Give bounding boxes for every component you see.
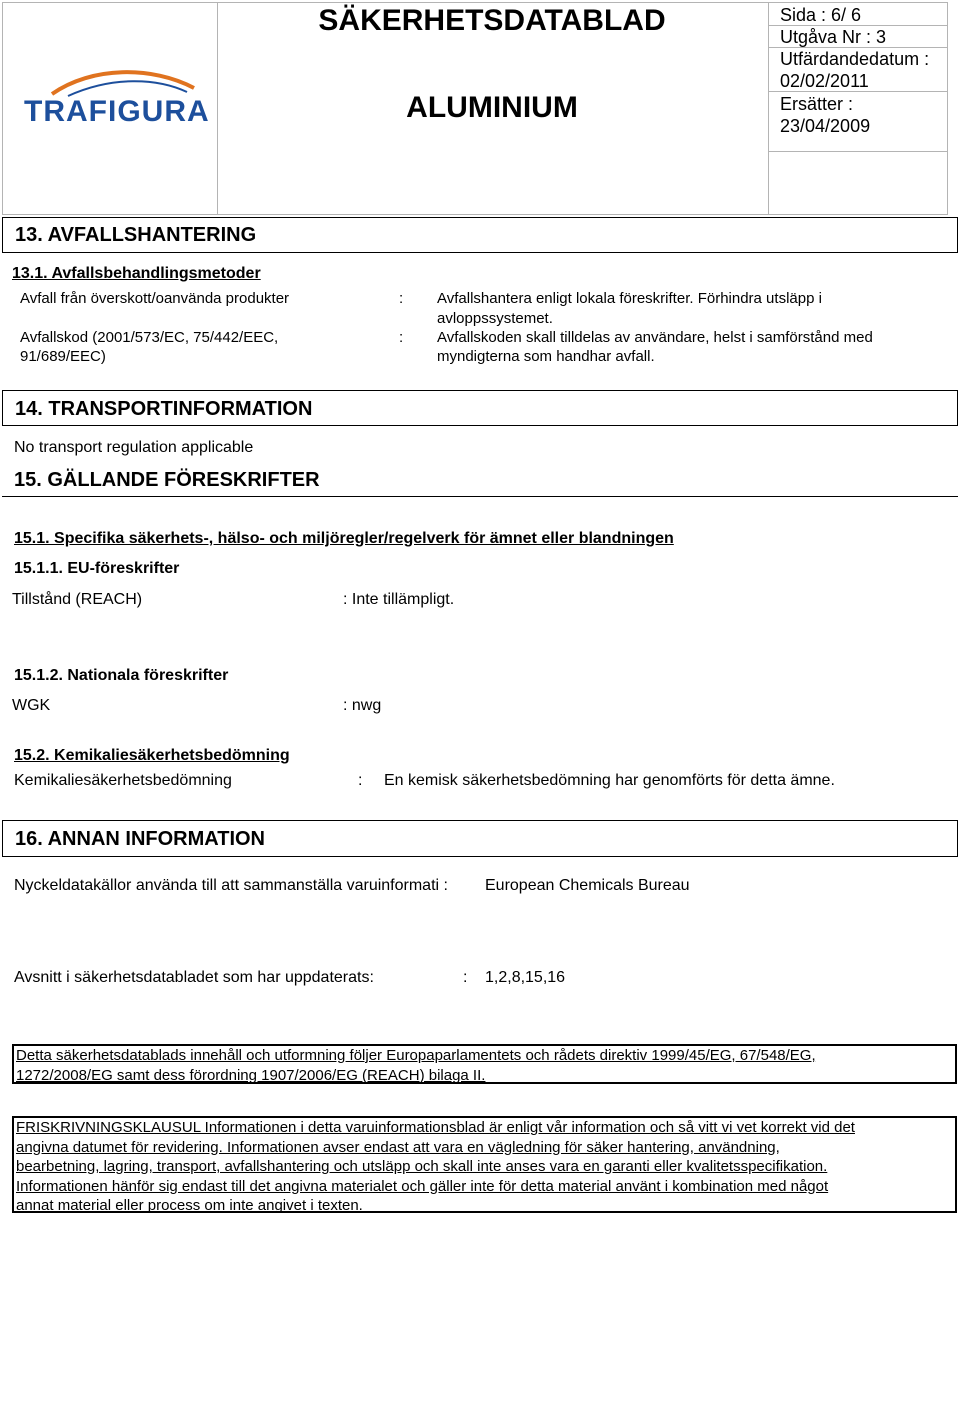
legal-notice-line: Detta säkerhetsdatablads innehåll och utformning följer Europaparlamentets och rådets direktiv 1999/45/EG, 67/548/EG, [16,1047,816,1064]
supersedes-label: Ersätter : [780,94,854,114]
field-label: Nyckeldatakällor använda till att sammanställa varuinformati : [14,877,448,894]
issue-date-label: Utfärdandedatum : [780,49,930,69]
field-value: 1,2,8,15,16 [485,969,566,986]
field-label: Avfall från överskott/oanvända produkter [20,290,290,307]
field-label: WGK [12,697,51,714]
subsection-heading: 15.1. Specifika säkerhets-, hälso- och miljöregler/regelverk för ämnet eller blandningen [14,530,674,547]
meta-divider [768,151,948,152]
section-14-header [2,390,958,426]
document-title: SÄKERHETSDATABLAD [318,4,666,37]
field-value: myndigterna som handhar avfall. [437,348,655,365]
section-heading: 16. ANNAN INFORMATION [15,828,265,850]
subsection-heading: 15.1.2. Nationala föreskrifter [14,667,229,684]
field-colon: : [358,772,363,789]
disclaimer-line: bearbetning, lagring, transport, avfallshantering och utsläpp och skall inte anses vara en garanti eller kvalitetsspecifikation. [16,1158,828,1175]
section-16-header [2,820,958,857]
field-value: European Chemicals Bureau [485,877,690,894]
transport-text: No transport regulation applicable [14,439,254,456]
subsection-heading: 15.1.1. EU-föreskrifter [14,560,180,577]
field-value: Avfallshantera enligt lokala föreskrifter. Förhindra utsläpp i [437,290,822,307]
section-15-header [2,461,958,497]
field-value: En kemisk säkerhetsbedömning har genomförts för detta ämne. [384,772,835,789]
disclaimer-line: FRISKRIVNINGSKLAUSUL Informationen i detta varuinformationsblad är enligt vår information och så vitt vi vet korrekt vid det [16,1119,855,1136]
supersedes-date: 23/04/2009 [780,116,871,136]
section-heading: 14. TRANSPORTINFORMATION [15,398,313,420]
field-label: 91/689/EEC) [20,348,106,365]
field-label: Tillstånd (REACH) [12,591,143,608]
field-colon: : [399,290,404,307]
product-name: ALUMINIUM [406,91,578,124]
field-label: Kemikaliesäkerhetsbedömning [14,772,232,789]
legal-notice-box [12,1044,957,1084]
logo-wordmark: TRAFIGURA [24,95,210,128]
company-logo [22,70,210,130]
page-number: Sida : 6/ 6 [780,5,862,25]
field-colon: : [399,329,404,346]
section-heading: 13. AVFALLSHANTERING [15,224,257,246]
disclaimer-box [12,1116,957,1213]
legal-notice-line: 1272/2008/EG samt dess förordning 1907/2006/EG (REACH) bilaga II. [16,1066,486,1084]
field-label: Avsnitt i säkerhetsdatabladet som har uppdaterats: [14,969,374,986]
disclaimer-line: annat material eller process om inte angivet i texten. [16,1197,363,1214]
revision-number: Utgåva Nr : 3 [780,27,887,47]
field-value: : Inte tillämpligt. [343,591,455,608]
issue-date: 02/02/2011 [780,71,869,91]
subsection-heading: 13.1. Avfallsbehandlingsmetoder [12,265,261,282]
field-value: avloppssystemet. [437,310,553,327]
field-value: Avfallskoden skall tilldelas av användare, helst i samförstånd med [437,329,873,346]
field-value: : nwg [343,697,382,714]
field-colon: : [463,969,468,986]
disclaimer-line: Informationen hänför sig endast till det angivna materialet och gäller inte för detta material använt i kombination med något [16,1177,829,1195]
disclaimer-line: angivna datumet för revidering. Informationen avser endast att vara en vägledning för säker hantering, användning, [16,1138,780,1156]
section-heading: 15. GÄLLANDE FÖRESKRIFTER [14,469,320,491]
field-label: Avfallskod (2001/573/EC, 75/442/EEC, [20,329,279,346]
section-13-header [2,217,958,253]
subsection-heading: 15.2. Kemikaliesäkerhetsbedömning [14,747,290,764]
